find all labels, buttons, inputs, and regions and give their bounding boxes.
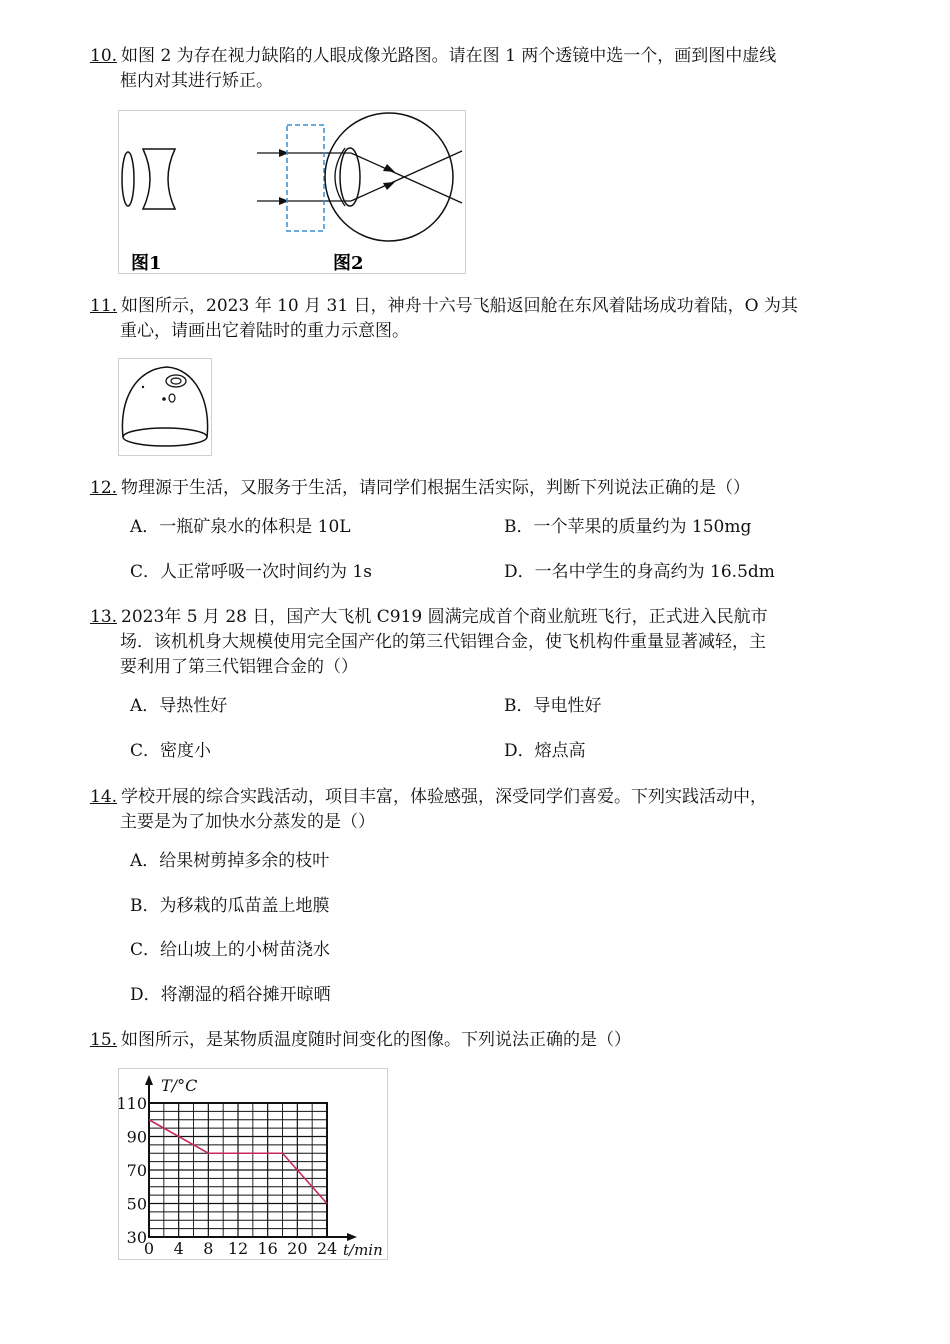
question-10 xyxy=(90,44,860,94)
question-number: 15. xyxy=(90,1030,118,1050)
x-axis-label: t/min xyxy=(343,1241,383,1259)
x-tick-label: 4 xyxy=(173,1239,184,1258)
temperature-time-chart xyxy=(119,1069,387,1259)
question-12 xyxy=(90,476,860,501)
question-number: 13. xyxy=(90,607,118,627)
x-tick-label: 0 xyxy=(143,1239,155,1258)
question-number: 11. xyxy=(90,296,118,316)
question-text: 要利用了第三代铝锂合金的（） xyxy=(120,657,358,677)
y-tick-label: 30 xyxy=(126,1228,147,1247)
x-tick-label: 24 xyxy=(316,1239,338,1258)
question-15 xyxy=(90,1028,860,1053)
option-a[interactable]: A．给果树剪掉多余的枝叶 xyxy=(130,851,330,871)
fig2-label: 图2 xyxy=(333,253,364,273)
question-11 xyxy=(90,294,860,344)
option-c[interactable]: C．密度小 xyxy=(130,741,212,761)
eyeball xyxy=(325,113,453,241)
y-axis-label: T/°C xyxy=(161,1076,198,1095)
capsule-base xyxy=(123,428,207,446)
x-tick-label: 16 xyxy=(257,1239,278,1258)
question-number: 14. xyxy=(90,787,118,807)
question-14 xyxy=(90,785,860,835)
temperature-chart xyxy=(118,1068,388,1260)
fig1-label: 图1 xyxy=(131,253,162,273)
concave-lens xyxy=(143,149,175,209)
question-text: 重心，请画出它着陆时的重力示意图。 xyxy=(120,321,409,341)
question-text: 如图 2 为存在视力缺陷的人眼成像光路图。请在图 1 两个透镜中选一个，画到图中虚线 xyxy=(121,46,777,66)
x-tick-label: 8 xyxy=(203,1239,214,1258)
question-text: 物理源于生活，又服务于生活，请同学们根据生活实际，判断下列说法正确的是（） xyxy=(121,478,751,498)
y-tick-label: 70 xyxy=(126,1161,147,1180)
question-number: 10. xyxy=(90,46,118,66)
question-text: 场．该机机身大规模使用完全国产化的第三代铝锂合金，使飞机构件重量显著减轻，主 xyxy=(120,632,766,652)
y-axis-arrow xyxy=(145,1075,153,1085)
question-13 xyxy=(90,605,860,680)
option-c[interactable]: C．给山坡上的小树苗浇水 xyxy=(130,940,331,960)
option-d[interactable]: D．熔点高 xyxy=(504,741,586,761)
question-number: 12. xyxy=(90,478,118,498)
question-text: 如图所示，是某物质温度随时间变化的图像。下列说法正确的是（） xyxy=(121,1030,632,1050)
x-axis-arrow xyxy=(347,1233,357,1241)
capsule-figure xyxy=(118,358,212,456)
capsule-body xyxy=(122,367,207,437)
lens-eye-figure xyxy=(118,110,466,274)
option-c[interactable]: C．人正常呼吸一次时间约为 1s xyxy=(130,562,372,582)
y-tick-label: 90 xyxy=(126,1127,147,1147)
option-a[interactable]: A．导热性好 xyxy=(130,696,228,716)
option-d[interactable]: D．将潮湿的稻谷摊开晾晒 xyxy=(130,985,331,1005)
option-b[interactable]: B．为移栽的瓜苗盖上地膜 xyxy=(130,896,330,916)
option-b[interactable]: B．导电性好 xyxy=(504,696,602,716)
center-of-gravity xyxy=(162,397,166,401)
option-d[interactable]: D．一名中学生的身高约为 16.5dm xyxy=(504,562,775,582)
question-text: 学校开展的综合实践活动，项目丰富，体验感强，深受同学们喜爱。下列实践活动中， xyxy=(121,787,768,807)
y-tick-label: 110 xyxy=(119,1094,147,1113)
eye-lens xyxy=(340,148,360,206)
question-text: 如图所示，2023 年 10 月 31 日，神舟十六号飞船返回舱在东风着陆场成功着陆，O 为其 xyxy=(121,296,798,316)
dashed-lens-box xyxy=(287,125,324,231)
option-b[interactable]: B．一个苹果的质量约为 150mg xyxy=(504,517,752,537)
question-text: 框内对其进行矫正。 xyxy=(120,71,273,91)
convex-lens xyxy=(122,152,134,206)
question-text: 主要是为了加快水分蒸发的是（） xyxy=(120,812,375,832)
question-text: 2023年 5 月 28 日，国产大飞机 C919 圆满完成首个商业航班飞行，正式进入民航市 xyxy=(121,607,768,627)
y-tick-label: 50 xyxy=(126,1194,147,1214)
option-a[interactable]: A．一瓶矿泉水的体积是 10L xyxy=(130,517,351,537)
x-tick-label: 12 xyxy=(227,1239,249,1258)
x-tick-label: 20 xyxy=(287,1239,308,1258)
